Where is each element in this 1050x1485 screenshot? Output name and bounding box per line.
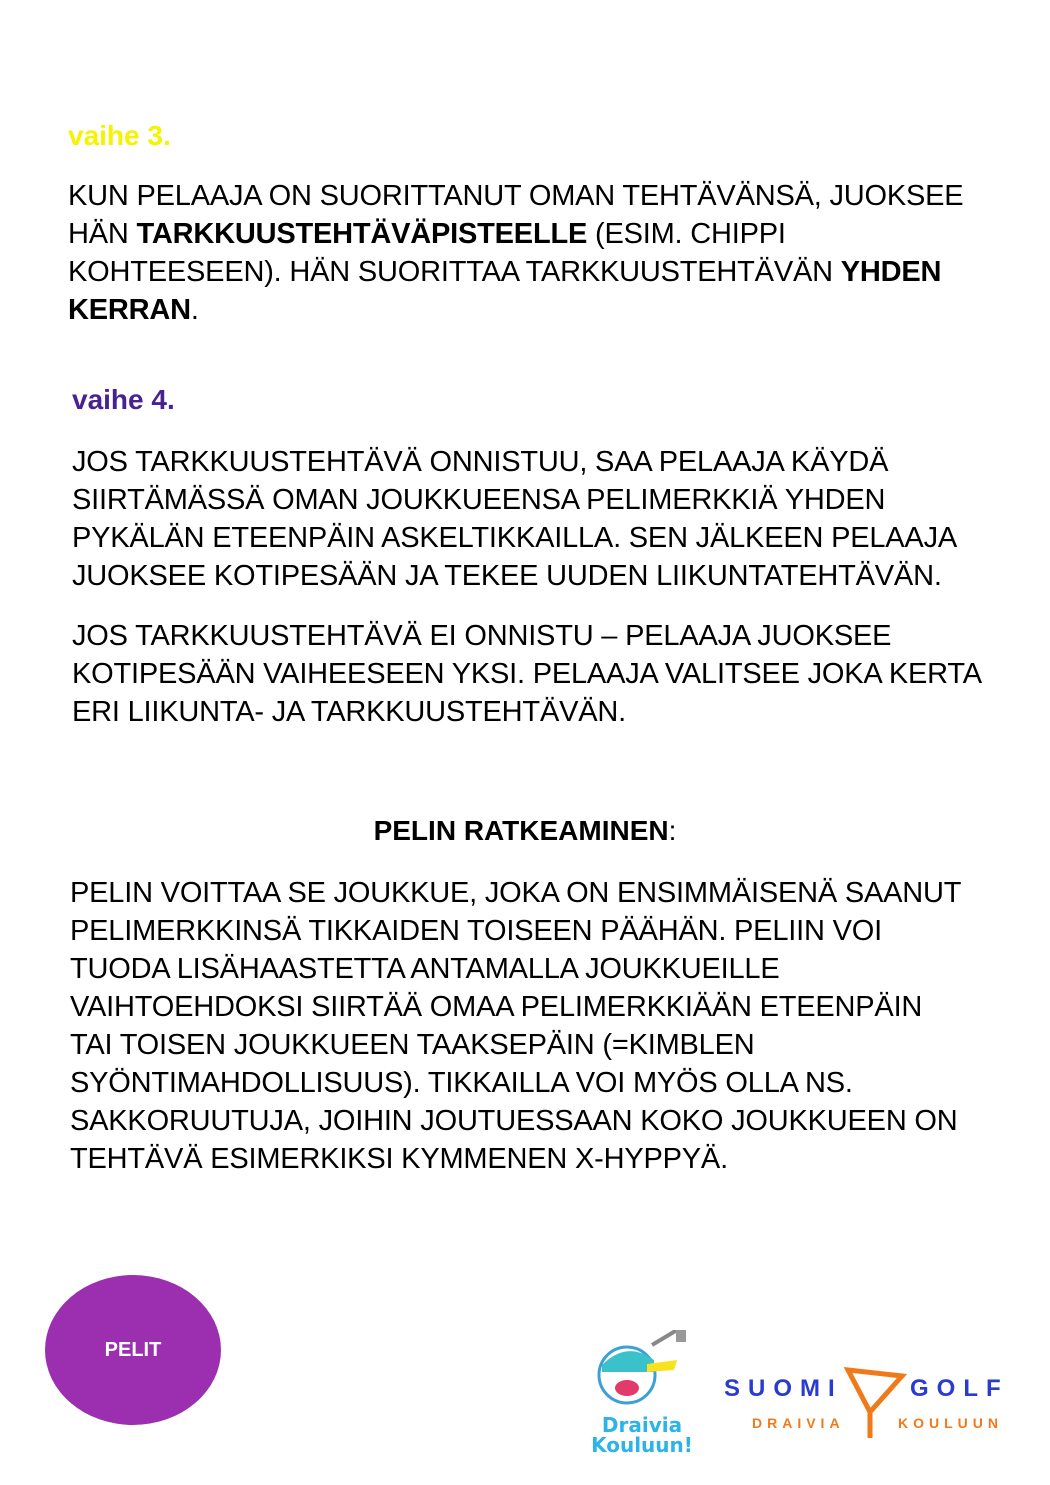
logo2-left: SUOMI [724, 1375, 843, 1402]
step3-bold-point: TARKKUUSTEHTÄVÄPISTEELLE [136, 218, 588, 250]
step4-paragraph-2: JOS TARKKUUSTEHTÄVÄ EI ONNISTU – PELAAJA JUOKSEE KOTIPESÄÄN VAIHEESEEN YKSI. PELAAJA VALITSEE JOKA KERTA ERI LIIKUNTA- JA TARKKUUSTEHTÄVÄN. [72, 620, 981, 728]
pelit-button[interactable] [45, 1275, 221, 1425]
logo2-sub-left: DRAIVIA [752, 1415, 845, 1431]
suomigolf-flag-icon [720, 1360, 1010, 1440]
resolution-title-colon: : [668, 815, 677, 846]
step3-heading: vaihe 3. [68, 120, 171, 151]
pelit-label: PELIT [104, 1338, 162, 1361]
step3-text-c: (ESIM. CHIPPI KOHTEESEEN). HÄN SUORITTAA TARKKUUSTEHTÄVÄN [68, 218, 841, 288]
resolution-body: PELIN VOITTAA SE JOUKKUE, JOKA ON ENSIMMÄISENÄ SAANUT PELIMERKKINSÄ TIKKAIDEN TOISEEN PÄÄHÄN. PELIIN VOI TUODA LISÄHAASTETTA ANTAMALLA JOUKKUEILLE VAIHTOEHDOKSI SIIRTÄÄ OMAA PELIMERKKIÄÄN ETEENPÄIN TAI TOISEN JOUKKUEEN TAAKSEPÄIN (=KIMBLEN SYÖNTIMAHDOLLISUUS). TIKKAILLA VOI MYÖS OLLA NS. SAKKORUUTUJA, JOIHIN JOUTUESSAAN KOKO JOUKKUEEN ON TEHTÄVÄ ESIMERKIKSI KYMMENEN X-HYPPYÄ. [70, 877, 961, 1175]
resolution-title [0, 815, 1050, 847]
logo1-line2: Kouluun! [591, 1433, 693, 1455]
step4-paragraph-1: JOS TARKKUUSTEHTÄVÄ ONNISTUU, SAA PELAAJA KÄYDÄ SIIRTÄMÄSSÄ OMAN JOUKKUEENSA PELIMERKKIÄ YHDEN PYKÄLÄN ETEENPÄIN ASKELTIKKAILLA. SEN JÄLKEEN PELAAJA JUOKSEE KOTIPESÄÄN JA TEKEE UUDEN LIIKUNTATEHTÄVÄN. [72, 446, 956, 592]
step3-bold-once: YHDEN KERRAN [68, 256, 942, 326]
resolution-title-text: PELIN RATKEAMINEN [373, 815, 669, 846]
logo1-line1: Draivia [601, 1413, 683, 1437]
draivia-kouluun-logo [582, 1330, 702, 1455]
suomigolf-logo [720, 1360, 1010, 1440]
step4-heading: vaihe 4. [72, 384, 175, 415]
logo2-right: GOLF [910, 1375, 1009, 1402]
logo2-sub-right: KOULUUN [898, 1415, 1003, 1431]
step3-text-a: KUN PELAAJA ON SUORITTANUT OMAN TEHTÄVÄNSÄ, JUOKSEE HÄN [68, 180, 964, 250]
step3-text-e: . [190, 294, 199, 326]
step3-paragraph [68, 177, 988, 329]
draivia-mascot-icon [582, 1330, 702, 1455]
